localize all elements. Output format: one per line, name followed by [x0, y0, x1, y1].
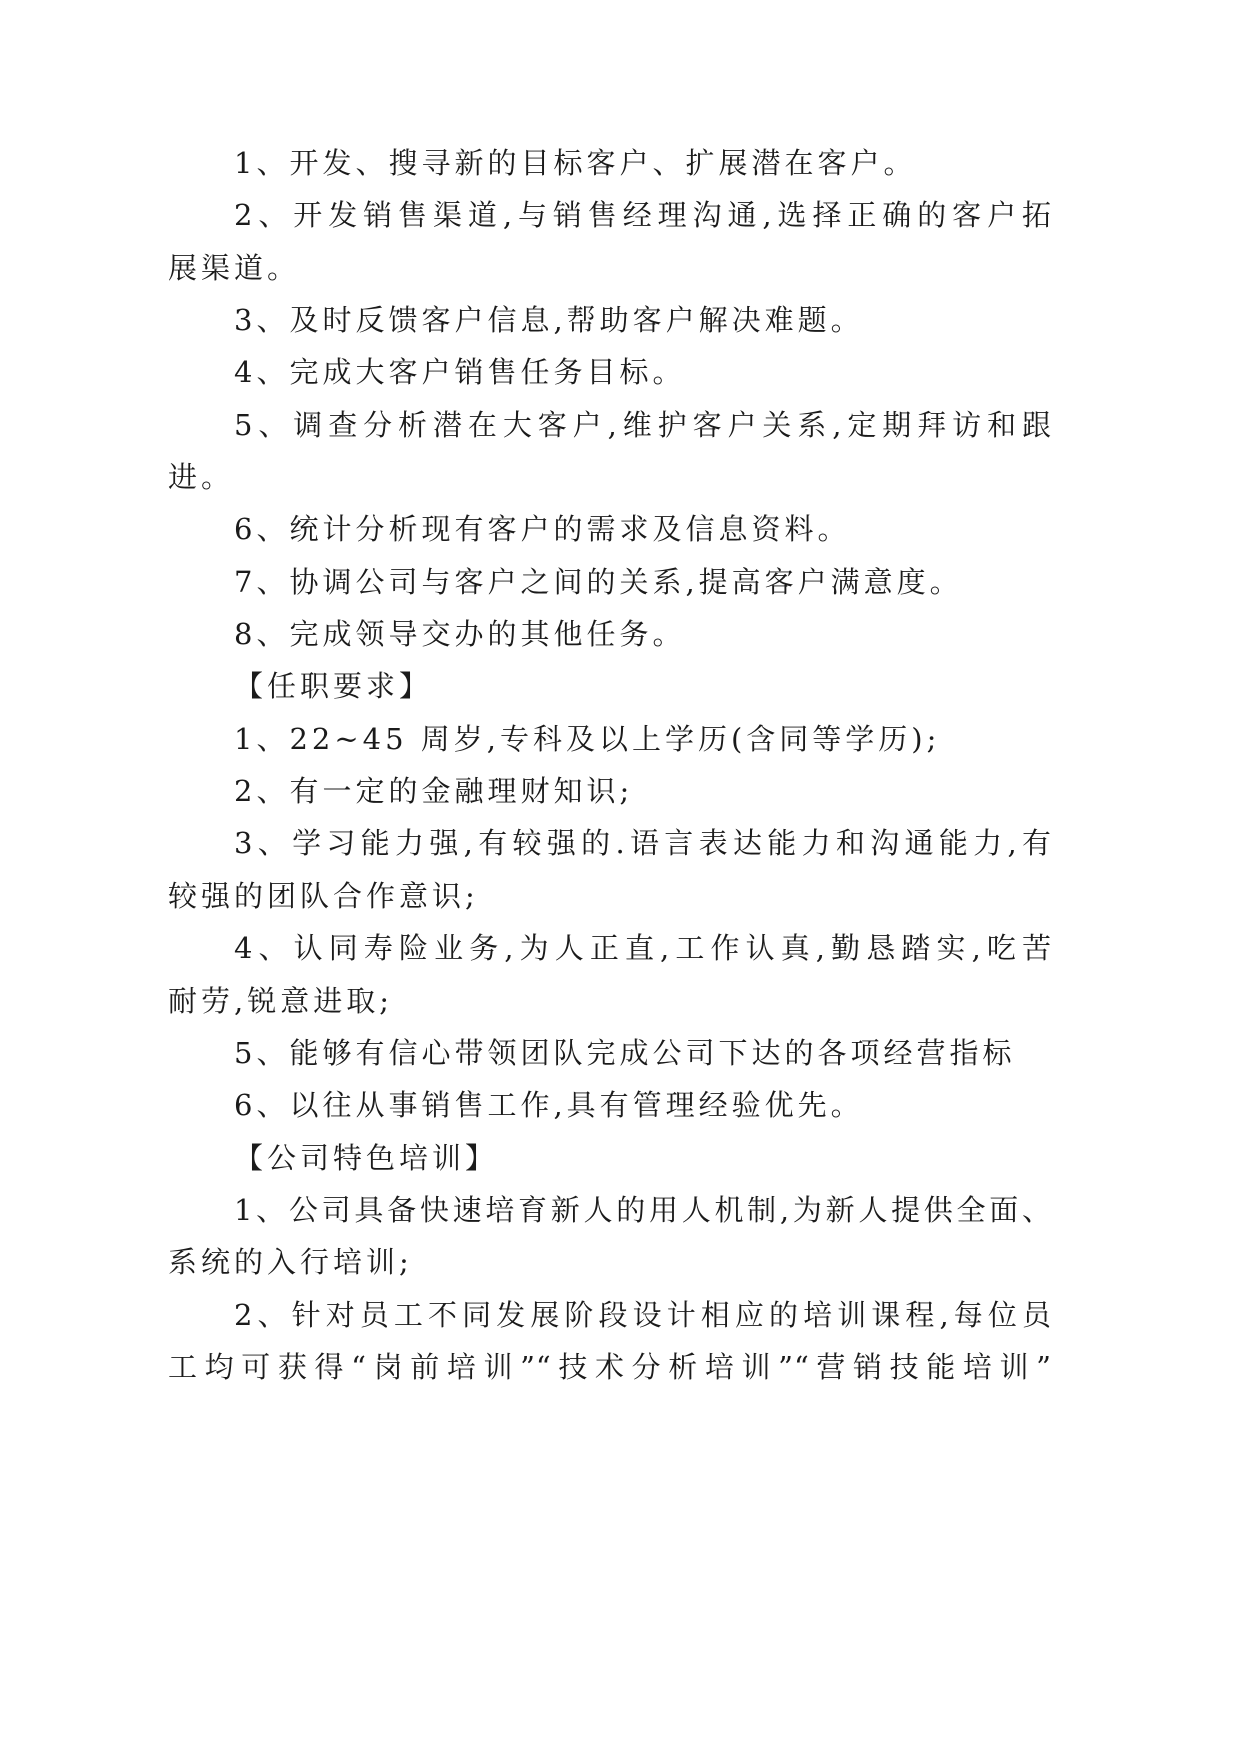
paragraph-line: 展渠道。: [168, 250, 301, 285]
requirement-item-6: [168, 1079, 1052, 1131]
paragraph-line: 5、调查分析潜在大客户,维护客户关系,定期拜访和跟: [234, 407, 1052, 442]
paragraph-line: 5、能够有信心带领团队完成公司下达的各项经营指标: [234, 1035, 1016, 1070]
duty-item-5: [168, 399, 1052, 504]
requirement-item-2: [168, 765, 1052, 817]
paragraph-line: 6、统计分析现有客户的需求及信息资料。: [234, 512, 851, 547]
section-heading: 【任职要求】: [234, 669, 433, 704]
section-heading: 【公司特色培训】: [234, 1140, 499, 1175]
duty-item-8: [168, 608, 1052, 660]
paragraph-line: 2、有一定的金融理财知识;: [234, 774, 634, 809]
paragraph-line: 耐劳,锐意进取;: [168, 983, 393, 1018]
duty-item-3: [168, 294, 1052, 346]
paragraph-line: 8、完成领导交办的其他任务。: [234, 617, 686, 652]
section-heading-training: [168, 1132, 1052, 1184]
paragraph-line: 1、公司具备快速培育新人的用人机制,为新人提供全面、: [234, 1192, 1052, 1227]
training-item-2: [168, 1289, 1052, 1394]
paragraph-line: 3、及时反馈客户信息,帮助客户解决难题。: [234, 303, 864, 338]
paragraph-line: 6、以往从事销售工作,具有管理经验优先。: [234, 1088, 864, 1123]
requirement-item-5: [168, 1027, 1052, 1079]
requirement-item-4: [168, 922, 1052, 1027]
paragraph-line: 3、学习能力强,有较强的.语言表达能力和沟通能力,有: [234, 826, 1052, 861]
paragraph-line: 1、22~45 周岁,专科及以上学历(含同等学历);: [234, 721, 941, 756]
paragraph-line: 系统的入行培训;: [168, 1245, 413, 1280]
paragraph-line: 2、开发销售渠道,与销售经理沟通,选择正确的客户拓: [234, 198, 1052, 233]
paragraph-line: 1、开发、搜寻新的目标客户、扩展潜在客户。: [234, 146, 917, 180]
document-body: [168, 137, 1052, 1393]
paragraph-line: 7、协调公司与客户之间的关系,提高客户满意度。: [234, 564, 963, 599]
paragraph-line: 4、完成大客户销售任务目标。: [234, 355, 686, 390]
paragraph-line: 工均可获得“岗前培训”“技术分析培训”“营销技能培训”: [168, 1349, 1052, 1384]
duty-item-2: [168, 189, 1052, 294]
requirement-item-1: [168, 713, 1052, 765]
requirement-item-3: [168, 817, 1052, 922]
section-heading-requirements: [168, 660, 1052, 712]
duty-item-7: [168, 556, 1052, 608]
duty-item-6: [168, 503, 1052, 555]
paragraph-line: 进。: [168, 460, 235, 495]
paragraph-line: 2、针对员工不同发展阶段设计相应的培训课程,每位员: [234, 1297, 1052, 1332]
duty-item-4: [168, 346, 1052, 398]
paragraph-line: 4、认同寿险业务,为人正直,工作认真,勤恳踏实,吃苦: [234, 931, 1052, 966]
paragraph-line: 较强的团队合作意识;: [168, 878, 479, 913]
duty-item-1: [168, 137, 1052, 189]
training-item-1: [168, 1184, 1052, 1289]
